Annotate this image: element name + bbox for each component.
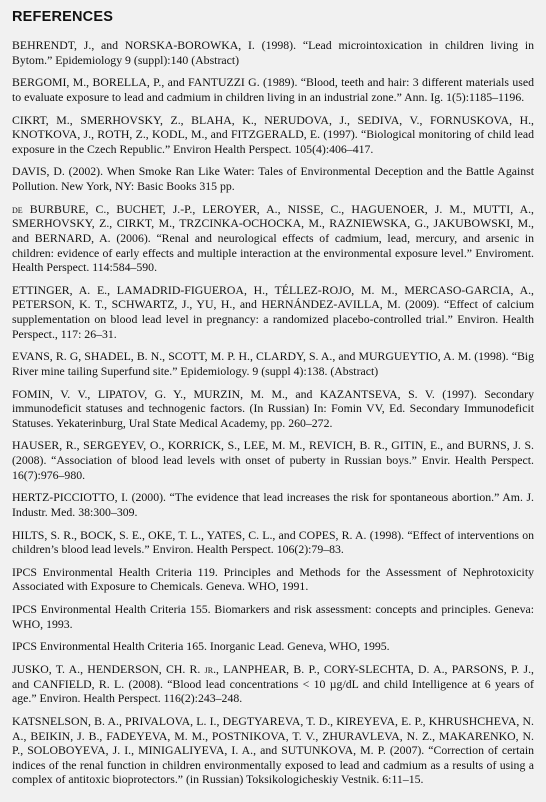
reference-entry: HAUSER, R., SERGEYEV, O., KORRICK, S., LEE, M. M., REVICH, B. R., GITIN, E., and BURNS, J. S. (2008). “Association of blood lead levels with onset of puberty in Russian boys.” Envir. Health Perspect. 16(7):976–980. <box>12 438 534 482</box>
reference-text-cont: , LANPHEAR, B. P., CORY-SLECHTA, D. A., PARSONS, P. J., and CANFIELD, R. L. (2008). “Blood lead concentrations < 10 µg/dL and child Intelligence at 6 years of age.” Environ. Health Perspect. 116(2):243–248. <box>12 662 534 706</box>
reference-entry: KATSNELSON, B. A., PRIVALOVA, L. I., DEGTYAREVA, T. D., KIREYEVA, E. P., KHRUSHCHEVA, N. A., BEIKIN, J. B., FADEYEVA, M. M., POSTNIKOVA, T. V., ZHURAVLEVA, N. Z., MAKARENKO, N. P., SOLOBOYEVA, J. I., MINIGALIYEVA, I. A., and SUTUNKOVA, M. P. (2007). “Correction of certain indices of the renal function in children environmentally exposed to lead and cadmium as a results of using a complex of antitoxic bioprotectors.” (in Russian) Toksikologicheskiy Vestnik. 6:11–15. <box>12 713 534 787</box>
reference-entry <box>12 662 534 706</box>
reference-entry: HERTZ-PICCIOTTO, I. (2000). “The evidence that lead increases the risk for spontaneous abortion.” Am. J. Industr. Med. 38:300–309. <box>12 490 534 519</box>
reference-entry: BEHRENDT, J., and NORSKA-BOROWKA, I. (1998). “Lead microintoxication in children living in Bytom.” Epidemiology 9 (suppl):140 (Abstract) <box>12 38 534 67</box>
reference-entry: EVANS, R. G, SHADEL, B. N., SCOTT, M. P. H., CLARDY, S. A., and MURGUEYTIO, A. M. (1998). “Big River mine tailing Superfund site.” Epidemiology. 9 (suppl 4):138. (Abstract) <box>12 349 534 378</box>
reference-entry: BERGOMI, M., BORELLA, P., and FANTUZZI G. (1989). “Blood, teeth and hair: 3 different materials used to evaluate exposure to lead and cadmium in children living in an industrial zone.” Ann. Ig. 1(5):1185–1196. <box>12 75 534 104</box>
name-prefix: de <box>12 201 23 216</box>
reference-entry: DAVIS, D. (2002). When Smoke Ran Like Water: Tales of Environmental Deception and the Battle Against Pollution. New York, NY: Basic Books 315 pp. <box>12 164 534 194</box>
reference-entry: ETTINGER, A. E., LAMADRID-FIGUEROA, H., TÉLLEZ-ROJO, M. M., MERCASO-GARCIA, A., PETERSON, K. T., SCHWARTZ, J., YU, H., and HERNÁNDEZ-AVILLA, M. (2009). “Effect of calcium supplementation on blood lead level in pregnancy: a randomized placebo-controlled trial.” Environ. Health Perspect., 117: 26–31. <box>12 282 534 341</box>
reference-entry <box>12 202 534 275</box>
section-heading: REFERENCES <box>12 9 114 25</box>
reference-text: BURBURE, C., BUCHET, J.-P., LEROYER, A., NISSE, C., HAGUENOER, J. M., MUTTI, A., SMERHOVSKY, Z., CIRKT, M., TRZCINKA-OCHOCKA, M., RAZNIEWSKA, G., JAKUBOWSKI, M., and BERNARD, A. (2006). “Renal and neurological effects of cadmium, lead, mercury, and arsenic in children: evidence of early effects and multiple interaction at the environmental exposure level.” Enviroment. Health Perspect. 114:584–590. <box>12 201 534 275</box>
reference-entry: CIKRT, M., SMERHOVSKY, Z., BLAHA, K., NERUDOVA, J., SEDIVA, V., FORNUSKOVA, H., KNOTKOVA, J., ROTH, Z., KODL, M., and FITZGERALD, E. (1997). “Biological monitoring of child lead exposure in the Czech Republic.” Environ Health Perspect. 105(4):406–417. <box>12 112 534 156</box>
reference-entry: FOMIN, V. V., LIPATOV, G. Y., MURZIN, M. M., and KAZANTSEVA, S. V. (1997). Secondary immunodeficit statuses and technogenic factors. (In Russian) In: Fomin VV, Ed. Secondary Immunodeficit Statuses. Yekaterinburg, Ural State Medical Academy, pp. 260–272. <box>12 386 534 430</box>
reference-entry: HILTS, S. R., BOCK, S. E., OKE, T. L., YATES, C. L., and COPES, R. A. (1998). “Effect of interventions on children’s blood lead levels.” Environ. Health Perspect. 106(2):79–83. <box>12 527 534 557</box>
reference-entry: IPCS Environmental Health Criteria 165. Inorganic Lead. Geneva, WHO, 1995. <box>12 639 390 654</box>
reference-entry: IPCS Environmental Health Criteria 119. Principles and Methods for the Assessment of Nephrotoxicity Associated with Exposure to Chemicals. Geneva. WHO, 1991. <box>12 564 534 594</box>
reference-entry: IPCS Environmental Health Criteria 155. Biomarkers and risk assessment: concepts and principles. Geneva: WHO, 1993. <box>12 602 534 631</box>
name-suffix: jr. <box>200 662 217 677</box>
reference-text: JUSKO, T. A., HENDERSON, CH. R. <box>12 662 201 677</box>
